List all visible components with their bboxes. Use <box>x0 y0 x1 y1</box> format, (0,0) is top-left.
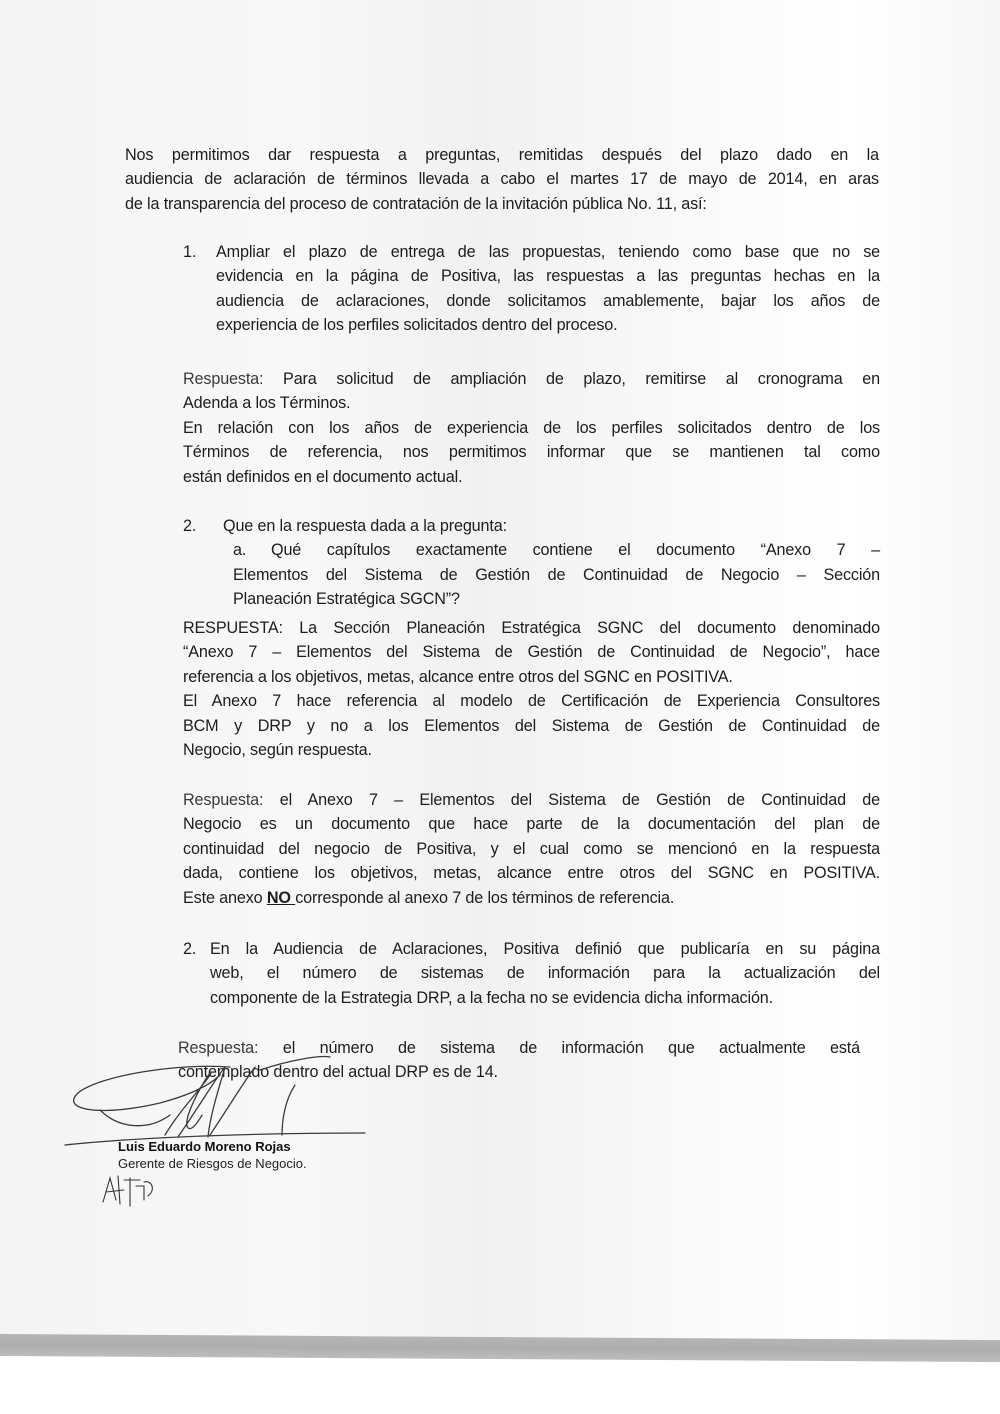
answer-line: continuidad del negocio de Positiva, y el cual como se mencionó en la respuesta <box>183 839 880 858</box>
sub-question-line: Elementos del Sistema de Gestión de Continuidad de Negocio – Sección <box>233 565 880 584</box>
answer-label: Respuesta: <box>183 791 264 809</box>
answer-line: contemplado dentro del actual DRP es de 14. <box>178 1063 498 1082</box>
signatory-title: Gerente de Riesgos de Negocio. <box>118 1156 307 1171</box>
answer-text: Para solicitud de ampliación de plazo, remitirse al cronograma en <box>263 370 880 388</box>
intro-line: audiencia de aclaración de términos llevada a cabo el martes 17 de mayo de 2014, en aras <box>125 170 879 189</box>
answer-line <box>183 788 880 812</box>
question-1 <box>183 240 880 338</box>
question-line: web, el número de sistemas de información para la actualización del <box>210 964 880 983</box>
sub-question-line: Qué capítulos exactamente contiene el documento “Anexo 7 – <box>271 541 880 560</box>
question-number: 1. <box>183 243 197 261</box>
question-number: 2. <box>183 940 197 958</box>
prior-answer-line: referencia a los objetivos, metas, alcance entre otros del SGNC en POSITIVA. <box>183 667 733 686</box>
answer-line <box>183 367 880 391</box>
answer-line <box>183 886 880 910</box>
question-line: evidencia en la página de Positiva, las respuestas a las preguntas hechas en la <box>216 267 880 286</box>
question-line: Que en la respuesta dada a la pregunta: <box>223 517 507 535</box>
intro-paragraph <box>125 143 879 216</box>
prior-answer-line: “Anexo 7 – Elementos del Sistema de Gestión de Continuidad de Negocio”, hace <box>183 643 880 662</box>
answer-line: Negocio es un documento que hace parte de la documentación del plan de <box>183 815 880 834</box>
prior-answer-line: El Anexo 7 hace referencia al modelo de Certificación de Experiencia Consultores <box>183 692 880 711</box>
answer-2 <box>183 788 880 910</box>
answer-text: Este anexo <box>183 888 267 907</box>
answer-text: el número de sistema de información que actualmente está <box>258 1039 860 1057</box>
prior-answer <box>183 616 880 762</box>
sub-question-line: Planeación Estratégica SGCN”? <box>233 590 460 609</box>
intro-line: Nos permitimos dar respuesta a preguntas, remitidas después del plazo dado en la <box>125 146 879 164</box>
answer-text: corresponde al anexo 7 de los términos de referencia. <box>295 888 675 907</box>
question-3 <box>183 937 880 1010</box>
answer-label: Respuesta: <box>183 370 264 388</box>
answer-line: están definidos en el documento actual. <box>183 467 463 486</box>
answer-line: Adenda a los Términos. <box>183 394 351 413</box>
answer-line: En relación con los años de experiencia de los perfiles solicitados dentro de los <box>183 418 880 437</box>
scan-edge-shadow <box>0 1334 1000 1362</box>
intro-line: de la transparencia del proceso de contratación de la invitación pública No. 11, así: <box>125 194 707 213</box>
question-number: 2. <box>183 517 197 535</box>
question-line: experiencia de los perfiles solicitados dentro del proceso. <box>216 316 618 335</box>
question-2 <box>183 514 880 612</box>
emphasis-no: NO <box>266 888 296 907</box>
answer-line: dada, contiene los objetivos, metas, alcance entre otros del SGNC en POSITIVA. <box>183 864 880 883</box>
answer-text: el Anexo 7 – Elementos del Sistema de Gestión de Continuidad de <box>263 791 880 809</box>
signatory-name: Luis Eduardo Moreno Rojas <box>118 1139 291 1154</box>
sub-letter: a. <box>233 541 247 560</box>
question-line: componente de la Estrategia DRP, a la fecha no se evidencia dicha información. <box>210 988 774 1007</box>
answer-1 <box>183 367 880 489</box>
prior-answer-line: BCM y DRP y no a los Elementos del Sistema de Gestión de Continuidad de <box>183 716 880 735</box>
prior-answer-line: RESPUESTA: La Sección Planeación Estratégica SGNC del documento denominado <box>183 619 880 637</box>
question-line: En la Audiencia de Aclaraciones, Positiva definió que publicaría en su página <box>210 940 880 958</box>
question-line: audiencia de aclaraciones, donde solicitamos amablemente, bajar los años de <box>216 291 880 310</box>
question-line: Ampliar el plazo de entrega de las propuestas, teniendo como base que no se <box>216 243 880 261</box>
answer-label: Respuesta: <box>178 1039 259 1057</box>
answer-line: Términos de referencia, nos permitimos informar que se mantienen tal como <box>183 443 880 462</box>
handwritten-initials <box>100 1172 160 1208</box>
prior-answer-line: Negocio, según respuesta. <box>183 741 372 760</box>
